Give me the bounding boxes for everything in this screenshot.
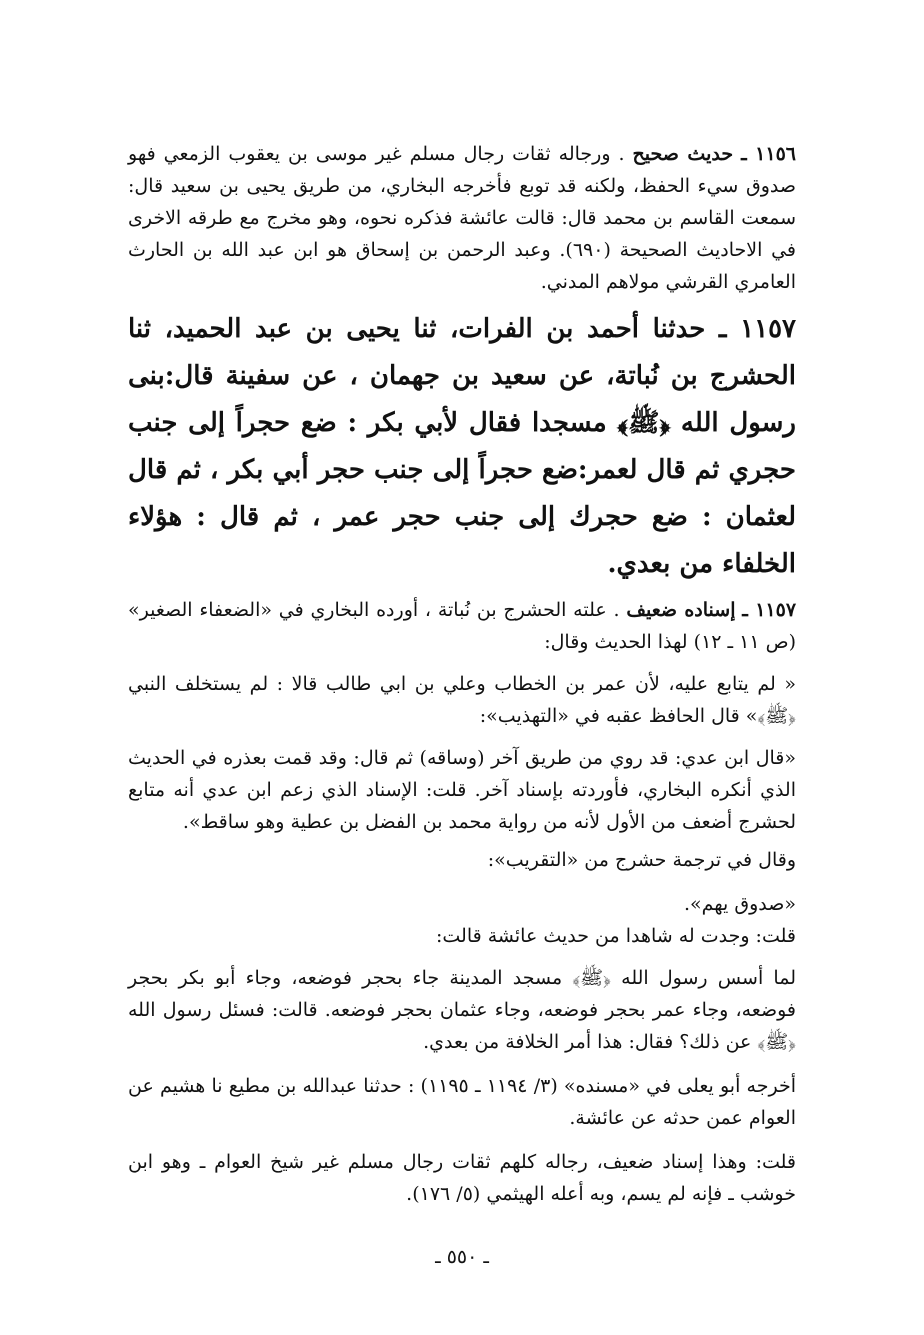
ibn-adi-quote: «قال ابن عدي: قد روي من طريق آخر (وساقه) ثم قال: وقد قمت بعذره في الحديث الذي أنكره البخاري، فأوردته بإسناد آخر. قلت: الإسناد الذي زعم ابن عدي أنه متابع لحشرج أضعف من الأول لأنه من رواية محمد بن الفضل بن عطية وهو ساقط». [128,747,796,833]
final-judgement: قلت: وهذا إسناد ضعيف، رجاله كلهم ثقات رجال مسلم غير شيخ العوام ـ وهو ابن خوشب ـ فإنه لم يسم، وبه أعله الهيثمي (٥/ ١٧٦). [128,1151,796,1205]
commentary-1157 [128,594,796,658]
hadith-number: ١١٥٧ ـ [742,599,797,621]
hadith-grade: إسناده ضعيف [626,599,736,621]
commentary-text: . ورجاله ثقات رجال مسلم غير موسى بن يعقوب الزمعي فهو صدوق سيء الحفظ، ولكنه قد توبع فأخرجه البخاري، من طريق يحيى بن سعيد قال: سمعت القاسم بن محمد قال: قالت عائشة فذكره نحوه، وهو مخرج مع طرقه الاخرى في الاحاديث الصحيحة (٦٩٠). وعبد الرحمن بن إسحاق هو ابن عبد الله بن الحارث العامري القرشي مولاهم المدني. [128,143,796,293]
taqrib-quote: «صدوق يهم». [683,893,796,915]
hadith-1157-text: ١١٥٧ ـ حدثنا أحمد بن الفرات، ثنا يحيى بن عبد الحميد، ثنا الحشرج بن نُباتة، عن سعيد بن جهمان ، عن سفينة قال:بنى رسول الله ﴿ﷺ﴾ مسجدا فقال لأبي بكر : ضع حجراً إلى جنب حجري ثم قال لعمر:ضع حجراً إلى جنب حجر أبي بكر ، ثم قال لعثمان : ضع حجرك إلى جنب حجر عمر ، ثم قال : هؤلاء الخلفاء من بعدي. [128,314,796,579]
hadith-grade: حديث صحيح [632,143,734,165]
commentary-1156 [128,138,796,298]
bukhari-quote: « لم يتابع عليه، لأن عمر بن الخطاب وعلي بن ابي طالب قالا : لم يستخلف النبي ﴿ﷺ﴾» قال الحافظ عقبه في «التهذيب»: [128,673,796,727]
taqrib-intro: وقال في ترجمة حشرج من «التقريب»: [487,849,796,871]
witness-intro: قلت: وجدت له شاهدا من حديث عائشة قالت: [435,925,796,947]
commentary-text: . علته الحشرج بن نُباتة ، أورده البخاري في «الضعفاء الصغير» (ص ١١ ـ ١٢) لهذا الحديث وقال: [128,599,796,653]
page-number: ـ ٥٥٠ ـ [435,1246,489,1268]
hadith-number: ١١٥٦ ـ [741,143,796,165]
abu-yala-source: أخرجه أبو يعلى في «مسنده» (٣/ ١١٩٤ ـ ١١٩٥) : حدثنا عبدالله بن مطيع نا هشيم عن العوام عمن حدثه عن عائشة. [128,1075,796,1129]
aisha-witness-text: لما أسس رسول الله ﴿ﷺ﴾ مسجد المدينة جاء بحجر فوضعه، وجاء أبو بكر بحجر فوضعه، وجاء عمر بحجر فوضعه، وجاء عثمان بحجر فوضعه. قالت: فسئل رسول الله ﴿ﷺ﴾ عن ذلك؟ فقال: هذا أمر الخلافة من بعدي. [128,967,796,1053]
